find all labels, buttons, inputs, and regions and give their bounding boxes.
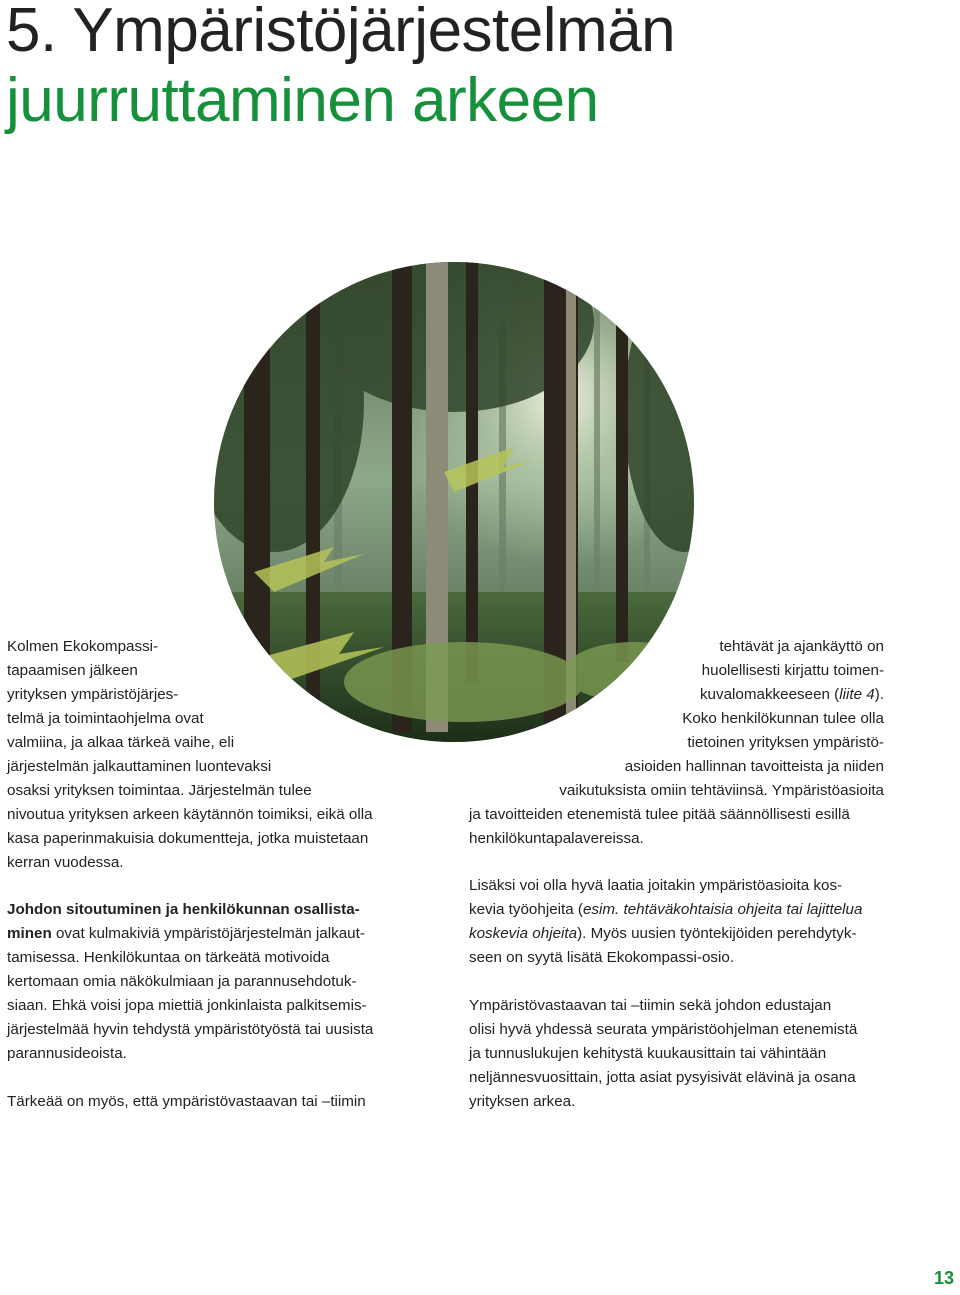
text-line: asioiden hallinnan tavoitteista ja niiden bbox=[624, 758, 884, 775]
text-line: kerran vuodessa. bbox=[7, 854, 124, 871]
text-line bbox=[469, 922, 857, 946]
text-run: kuvalomakkeeseen ( bbox=[699, 686, 840, 703]
page-number: 13 bbox=[933, 1268, 954, 1288]
forest-photo bbox=[214, 262, 694, 742]
text-line: tamisessa. Henkilökuntaa on tärkeätä motivoida bbox=[7, 949, 330, 966]
text-line: siaan. Ehkä voisi jopa miettiä jonkinlaista palkitsemis- bbox=[7, 997, 367, 1014]
text-line: seen on syytä lisätä Ekokompassi-osio. bbox=[469, 949, 735, 966]
text-line: tehtävät ja ajankäyttö on bbox=[719, 638, 884, 655]
text-line: parannusideoista. bbox=[7, 1045, 127, 1062]
text-line: osaksi yrityksen toimintaa. Järjestelmän tulee bbox=[7, 782, 312, 799]
italic-phrase: koskevia ohjeita bbox=[469, 925, 578, 942]
text-line: Lisäksi voi olla hyvä laatia joitakin ympäristöasioita kos- bbox=[469, 877, 843, 894]
text-line: yrityksen arkea. bbox=[469, 1093, 576, 1110]
text-line: olisi hyvä yhdessä seurata ympäristöohjelman etenemistä bbox=[469, 1021, 858, 1038]
title-line-1: 5. Ympäristöjärjestelmän bbox=[6, 0, 676, 65]
text-line: henkilökuntapalavereissa. bbox=[469, 830, 644, 847]
forest-illustration bbox=[214, 262, 694, 742]
text-line: kasa paperinmakuisia dokumentteja, jotka muistetaan bbox=[7, 830, 369, 847]
text-line bbox=[7, 922, 365, 946]
text-line: ja tavoitteiden etenemistä tulee pitää säännöllisesti esillä bbox=[469, 806, 850, 823]
text-line: Koko henkilökunnan tulee olla bbox=[682, 710, 884, 727]
text-line: järjestelmää hyvin tehdystä ympäristötyöstä tai uusista bbox=[7, 1021, 374, 1038]
title-line-2: juurruttaminen arkeen bbox=[6, 66, 599, 135]
text-line: nivoutua yrityksen arkeen käytännön toimiksi, eikä olla bbox=[7, 806, 373, 823]
bold-phrase: minen bbox=[7, 925, 52, 942]
italic-phrase: liite 4 bbox=[839, 686, 875, 703]
text-line: Ympäristövastaavan tai –tiimin sekä johdon edustajan bbox=[469, 997, 832, 1014]
text-line bbox=[7, 898, 360, 922]
text-line: tietoinen yrityksen ympäristö- bbox=[687, 734, 884, 751]
text-line: yrityksen ympäristöjärjes- bbox=[7, 686, 179, 703]
text-line bbox=[469, 898, 862, 922]
text-run: ovat kulmakiviä ympäristöjärjestelmän jalkaut- bbox=[51, 925, 365, 942]
page-title bbox=[6, 0, 675, 136]
text-line: Tärkeää on myös, että ympäristövastaavan tai –tiimin bbox=[7, 1093, 366, 1110]
text-run: ). bbox=[874, 686, 884, 703]
text-line: ja tunnuslukujen kehitystä kuukausittain tai vähintään bbox=[469, 1045, 827, 1062]
text-line: huolellisesti kirjattu toimen- bbox=[701, 662, 884, 679]
text-line: tapaamisen jälkeen bbox=[7, 662, 138, 679]
text-line: neljännesvuosittain, jotta asiat pysyisivät elävinä ja osana bbox=[469, 1069, 856, 1086]
text-line: Kolmen Ekokompassi- bbox=[7, 638, 159, 655]
text-line: valmiina, ja alkaa tärkeä vaihe, eli bbox=[7, 734, 235, 751]
text-run: kevia työohjeita ( bbox=[469, 901, 583, 918]
text-line: telmä ja toimintaohjelma ovat bbox=[7, 710, 204, 727]
text-line: kertomaan omia näkökulmiaan ja parannusehdotuk- bbox=[7, 973, 357, 990]
bold-phrase: Johdon sitoutuminen ja henkilökunnan osallista- bbox=[7, 901, 360, 918]
text-line bbox=[700, 683, 884, 707]
text-line: vaikutuksista omiin tehtäviinsä. Ympäristöasioita bbox=[559, 782, 884, 799]
text-line: järjestelmän jalkauttaminen luontevaksi bbox=[7, 758, 272, 775]
text-run: ). Myös uusien työntekijöiden perehdytyk- bbox=[577, 925, 857, 942]
italic-phrase: esim. tehtäväkohtaisia ohjeita tai lajittelua bbox=[582, 901, 863, 918]
